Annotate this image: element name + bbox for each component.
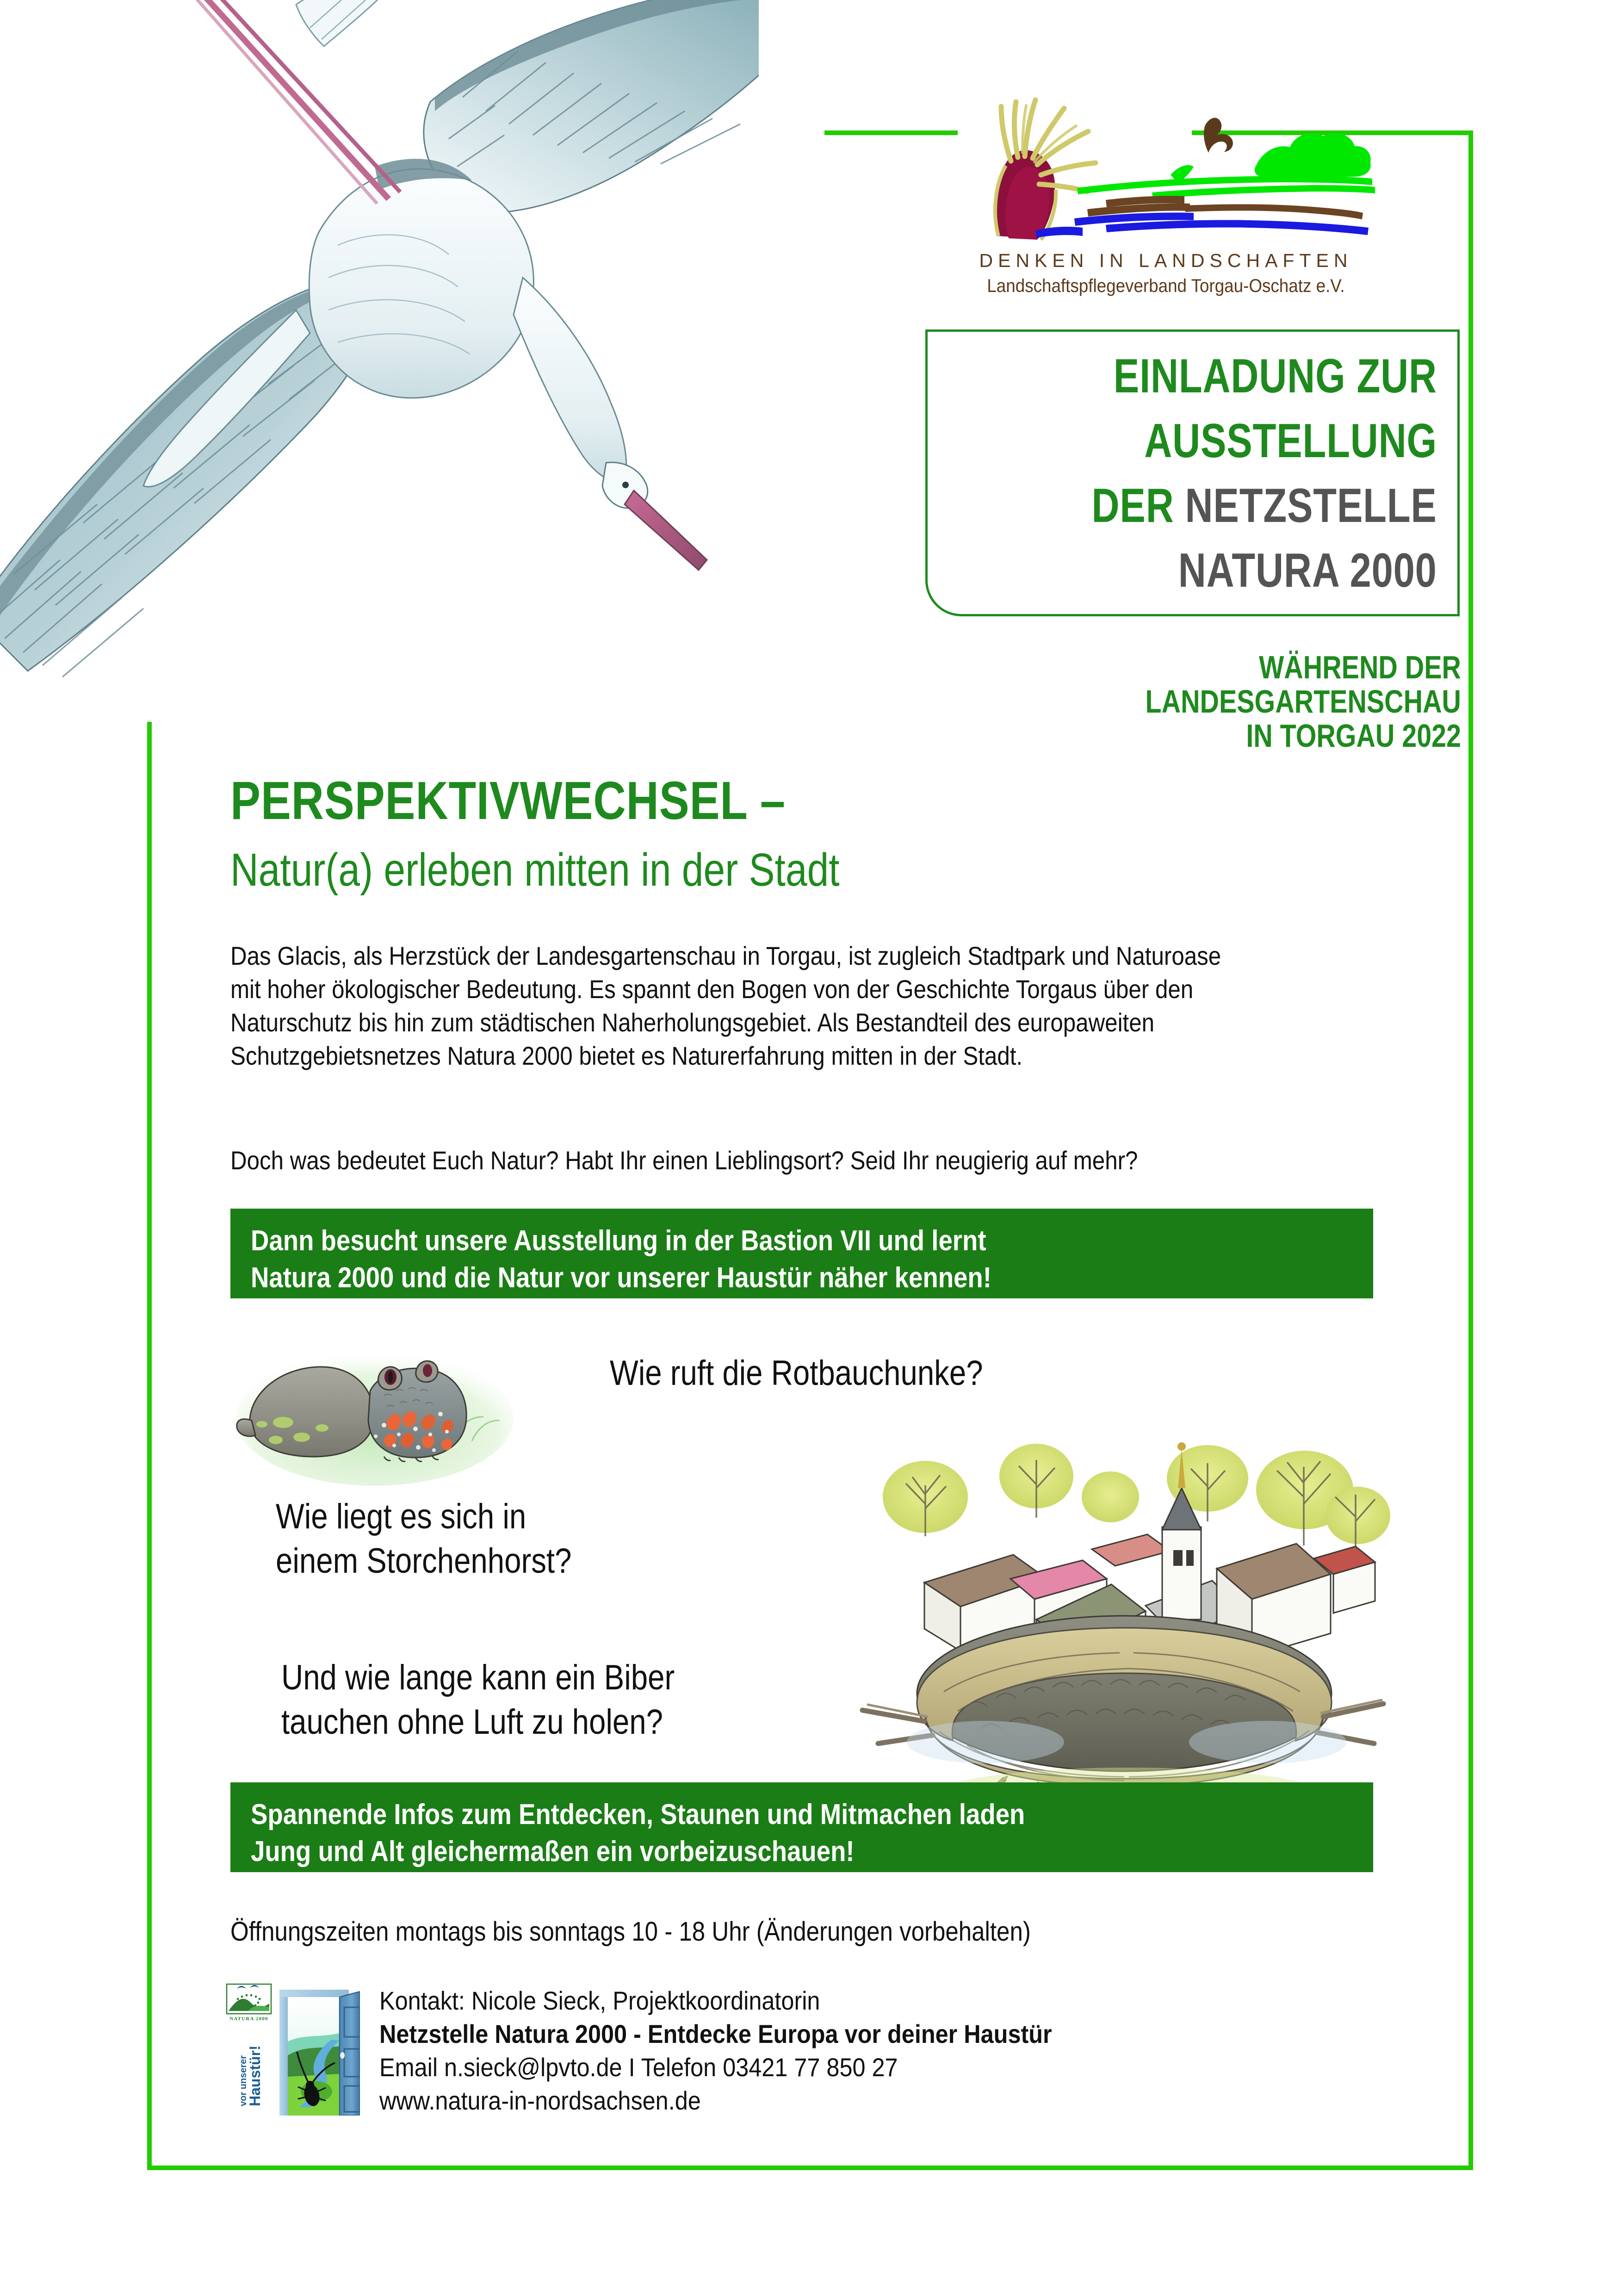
stork-illustration (0, 0, 759, 773)
question-paragraph: Doch was bedeutet Euch Natur? Habt Ihr einen Lieblingsort? Seid Ihr neugierig auf mehr? (230, 1146, 1138, 1175)
callout1-line-2: Natura 2000 und die Natur vor unserer Haustür näher kennen! (251, 1262, 991, 1294)
lpv-logo (921, 97, 1411, 301)
during-line-2: LANDESGARTENSCHAU (1145, 683, 1461, 720)
question-storchenhorst (276, 1495, 620, 1583)
headline-line-3-gray: NETZSTELLE (1185, 479, 1437, 533)
callout2-line-1: Spannende Infos zum Entdecken, Staunen und Mitmachen laden (251, 1799, 1025, 1831)
question-biber-line-1: Und wie lange kann ein Biber (281, 1658, 675, 1697)
contact-line-person: Kontakt: Nicole Sieck, Projektkoordinatorin (379, 1986, 820, 2015)
headline-line-3-green: DER (1091, 479, 1174, 533)
lpv-logo-org: Landschaftspflegeverband Torgau-Oschatz e.V. (987, 276, 1345, 296)
headline-line-4: NATURA 2000 (1178, 544, 1437, 597)
question-rotbauchunke: Wie ruft die Rotbauchunke? (610, 1353, 983, 1393)
during-landesgartenschau-block (879, 650, 1461, 753)
during-line-1: WÄHREND DER (1259, 649, 1461, 685)
contact-line-website[interactable]: www.natura-in-nordsachsen.de (379, 2086, 701, 2115)
headline-line-3 (1091, 479, 1437, 533)
callout2-line-2: Jung und Alt gleichermaßen ein vorbeizuschauen! (251, 1836, 855, 1868)
frame-border-left (147, 722, 152, 2170)
fire-bellied-toad-illustration (231, 1322, 532, 1488)
question-biber-line-2: tauchen ohne Luft zu holen? (281, 1702, 663, 1742)
during-line-3: IN TORGAU 2022 (1246, 718, 1461, 754)
opening-hours: Öffnungszeiten montags bis sonntags 10 - 18 Uhr (Änderungen vorbehalten) (230, 1917, 1031, 1947)
door-badge-vertical-line-1: vor unserer (238, 2055, 248, 2106)
invitation-headline-box (925, 329, 1460, 616)
contact-line-organisation: Netzstelle Natura 2000 - Entdecke Europa vor deiner Haustür (379, 2019, 1052, 2048)
intro-paragraph: Das Glacis, als Herzstück der Landesgartenschau in Torgau, ist zugleich Stadtpark und Naturoase mit hoher ökologischer Bedeutung. Es spannt den Bogen von der Geschichte Torgaus über den Naturschutz bis hin zum städtischen Naherholungsgebiet. Als Bestandteil des europaweiten Schutzgebietsnetzes Natura 2000 bietet es Naturerfahrung mitten in der Stadt. (230, 941, 1221, 1070)
contact-line-email-phone: Email n.sieck@lpvto.de I Telefon 03421 77 850 27 (379, 2053, 898, 2082)
frame-border-right (1468, 130, 1473, 2170)
door-badge-logo-text: NATURA 2000 (229, 2016, 268, 2022)
headline-line-1: EINLADUNG ZUR (1113, 349, 1437, 403)
question-storchenhorst-line-1: Wie liegt es sich in (276, 1497, 527, 1536)
question-biber (281, 1656, 739, 1744)
headline-line-2: AUSSTELLUNG (1144, 414, 1437, 468)
natura-2000-door-badge-icon (221, 1981, 360, 2116)
callout-spannende-infos (230, 1782, 1373, 1872)
callout-visit-exhibition (230, 1209, 1373, 1298)
door-badge-vertical-line-2: Haustür! (247, 2045, 263, 2106)
contact-block (379, 1984, 1397, 2117)
page-title: PERSPEKTIVWECHSEL – (230, 770, 786, 831)
frame-border-bottom (147, 2166, 1473, 2170)
lpv-logo-name: DENKEN IN LANDSCHAFTEN (979, 250, 1353, 271)
lpv-logo-artwork (953, 97, 1383, 250)
page-subtitle: Natur(a) erleben mitten in der Stadt (230, 844, 840, 896)
callout1-line-1: Dann besucht unsere Ausstellung in der Bastion VII und lernt (251, 1225, 986, 1257)
question-storchenhorst-line-2: einem Storchenhorst? (276, 1541, 572, 1581)
